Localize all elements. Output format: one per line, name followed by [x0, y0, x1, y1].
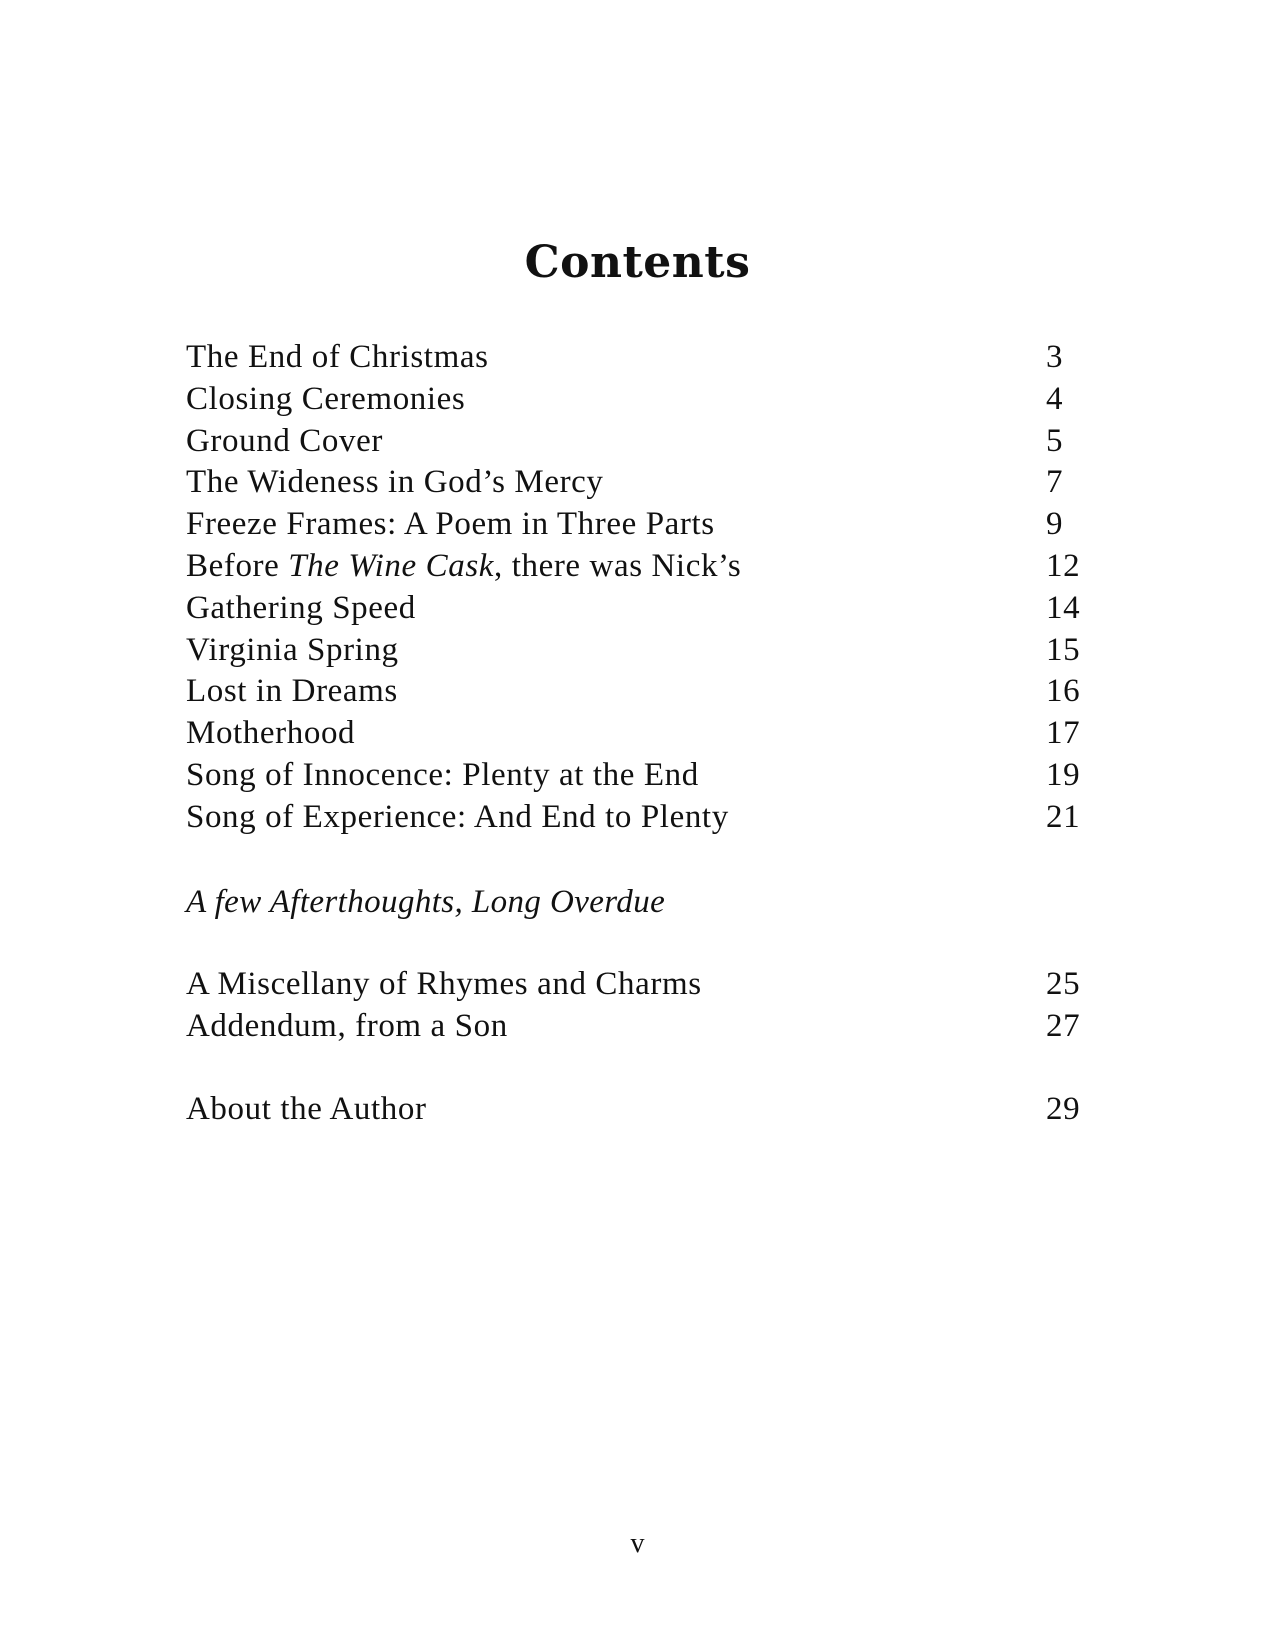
toc-entry-page: 9 [1046, 506, 1064, 543]
toc-entry-page: 29 [1046, 1091, 1081, 1127]
toc-entry-title: The End of Christmas [186, 339, 489, 375]
toc-entry-title: Motherhood [186, 715, 356, 752]
toc-entry[interactable] [186, 755, 1081, 797]
page-title: Contents [524, 237, 751, 289]
toc-main-list [186, 337, 1081, 839]
toc-entry-page: 15 [1046, 631, 1081, 668]
toc-entry-title-part: , there was Nick’s [494, 547, 742, 584]
toc-entry-page: 7 [1046, 464, 1064, 501]
toc-entry[interactable] [186, 713, 1081, 755]
toc-entry-page: 14 [1046, 589, 1081, 626]
toc-entry-title: Virginia Spring [186, 631, 399, 668]
toc-entry-page: 5 [1046, 422, 1064, 459]
toc-entry-title-part: Before [186, 547, 289, 584]
toc-entry[interactable] [186, 797, 1081, 839]
toc-entry-title: Song of Innocence: Plenty at the End [186, 756, 699, 793]
toc-entry-title: Ground Cover [186, 422, 383, 459]
toc-entry[interactable] [186, 421, 1078, 463]
toc-entry[interactable] [186, 964, 1081, 1006]
toc-entry-page: 16 [1046, 673, 1081, 710]
toc-entry-title: Song of Experience: And End to Plenty [186, 798, 729, 835]
toc-entry[interactable] [186, 504, 1078, 546]
toc-entry[interactable] [186, 379, 1078, 421]
toc-entry-title-italic: The Wine Cask [288, 547, 495, 584]
toc-entry-title: Gathering Speed [186, 589, 416, 626]
toc-back-matter-list [186, 1089, 1081, 1131]
toc-entry-page: 27 [1046, 1007, 1081, 1044]
toc-entry[interactable] [186, 1089, 1081, 1131]
toc-entry-title: Closing Ceremonies [186, 380, 466, 417]
toc-entry-title: Freeze Frames: A Poem in Three Parts [186, 506, 715, 543]
toc-entry[interactable] [186, 671, 1081, 713]
toc-entry-page: 19 [1046, 756, 1081, 793]
toc-entry-page: 3 [1046, 339, 1064, 375]
toc-entry-title: About the Author [186, 1091, 427, 1127]
page-number: v [630, 1528, 645, 1559]
section-heading: A few Afterthoughts, Long Overdue [186, 884, 666, 920]
toc-entry-page: 4 [1046, 380, 1064, 417]
toc-entry[interactable] [186, 337, 1078, 379]
toc-entry-page: 12 [1046, 547, 1081, 584]
toc-entry-page: 25 [1046, 966, 1081, 1002]
toc-entry[interactable] [186, 546, 1081, 588]
toc-entry-title: The Wideness in God’s Mercy [186, 464, 604, 501]
toc-entry-title: Addendum, from a Son [186, 1007, 508, 1044]
toc-entry-title: A Miscellany of Rhymes and Charms [186, 966, 702, 1002]
toc-entry-title: Lost in Dreams [186, 673, 398, 710]
toc-entry[interactable] [186, 1006, 1081, 1048]
toc-entry-page: 21 [1046, 798, 1081, 835]
toc-entry[interactable] [186, 462, 1078, 504]
toc-afterthoughts-list [186, 964, 1081, 1048]
toc-entry-page: 17 [1046, 715, 1081, 752]
toc-entry-title [186, 546, 741, 588]
toc-entry[interactable] [186, 588, 1081, 630]
toc-entry[interactable] [186, 630, 1081, 672]
